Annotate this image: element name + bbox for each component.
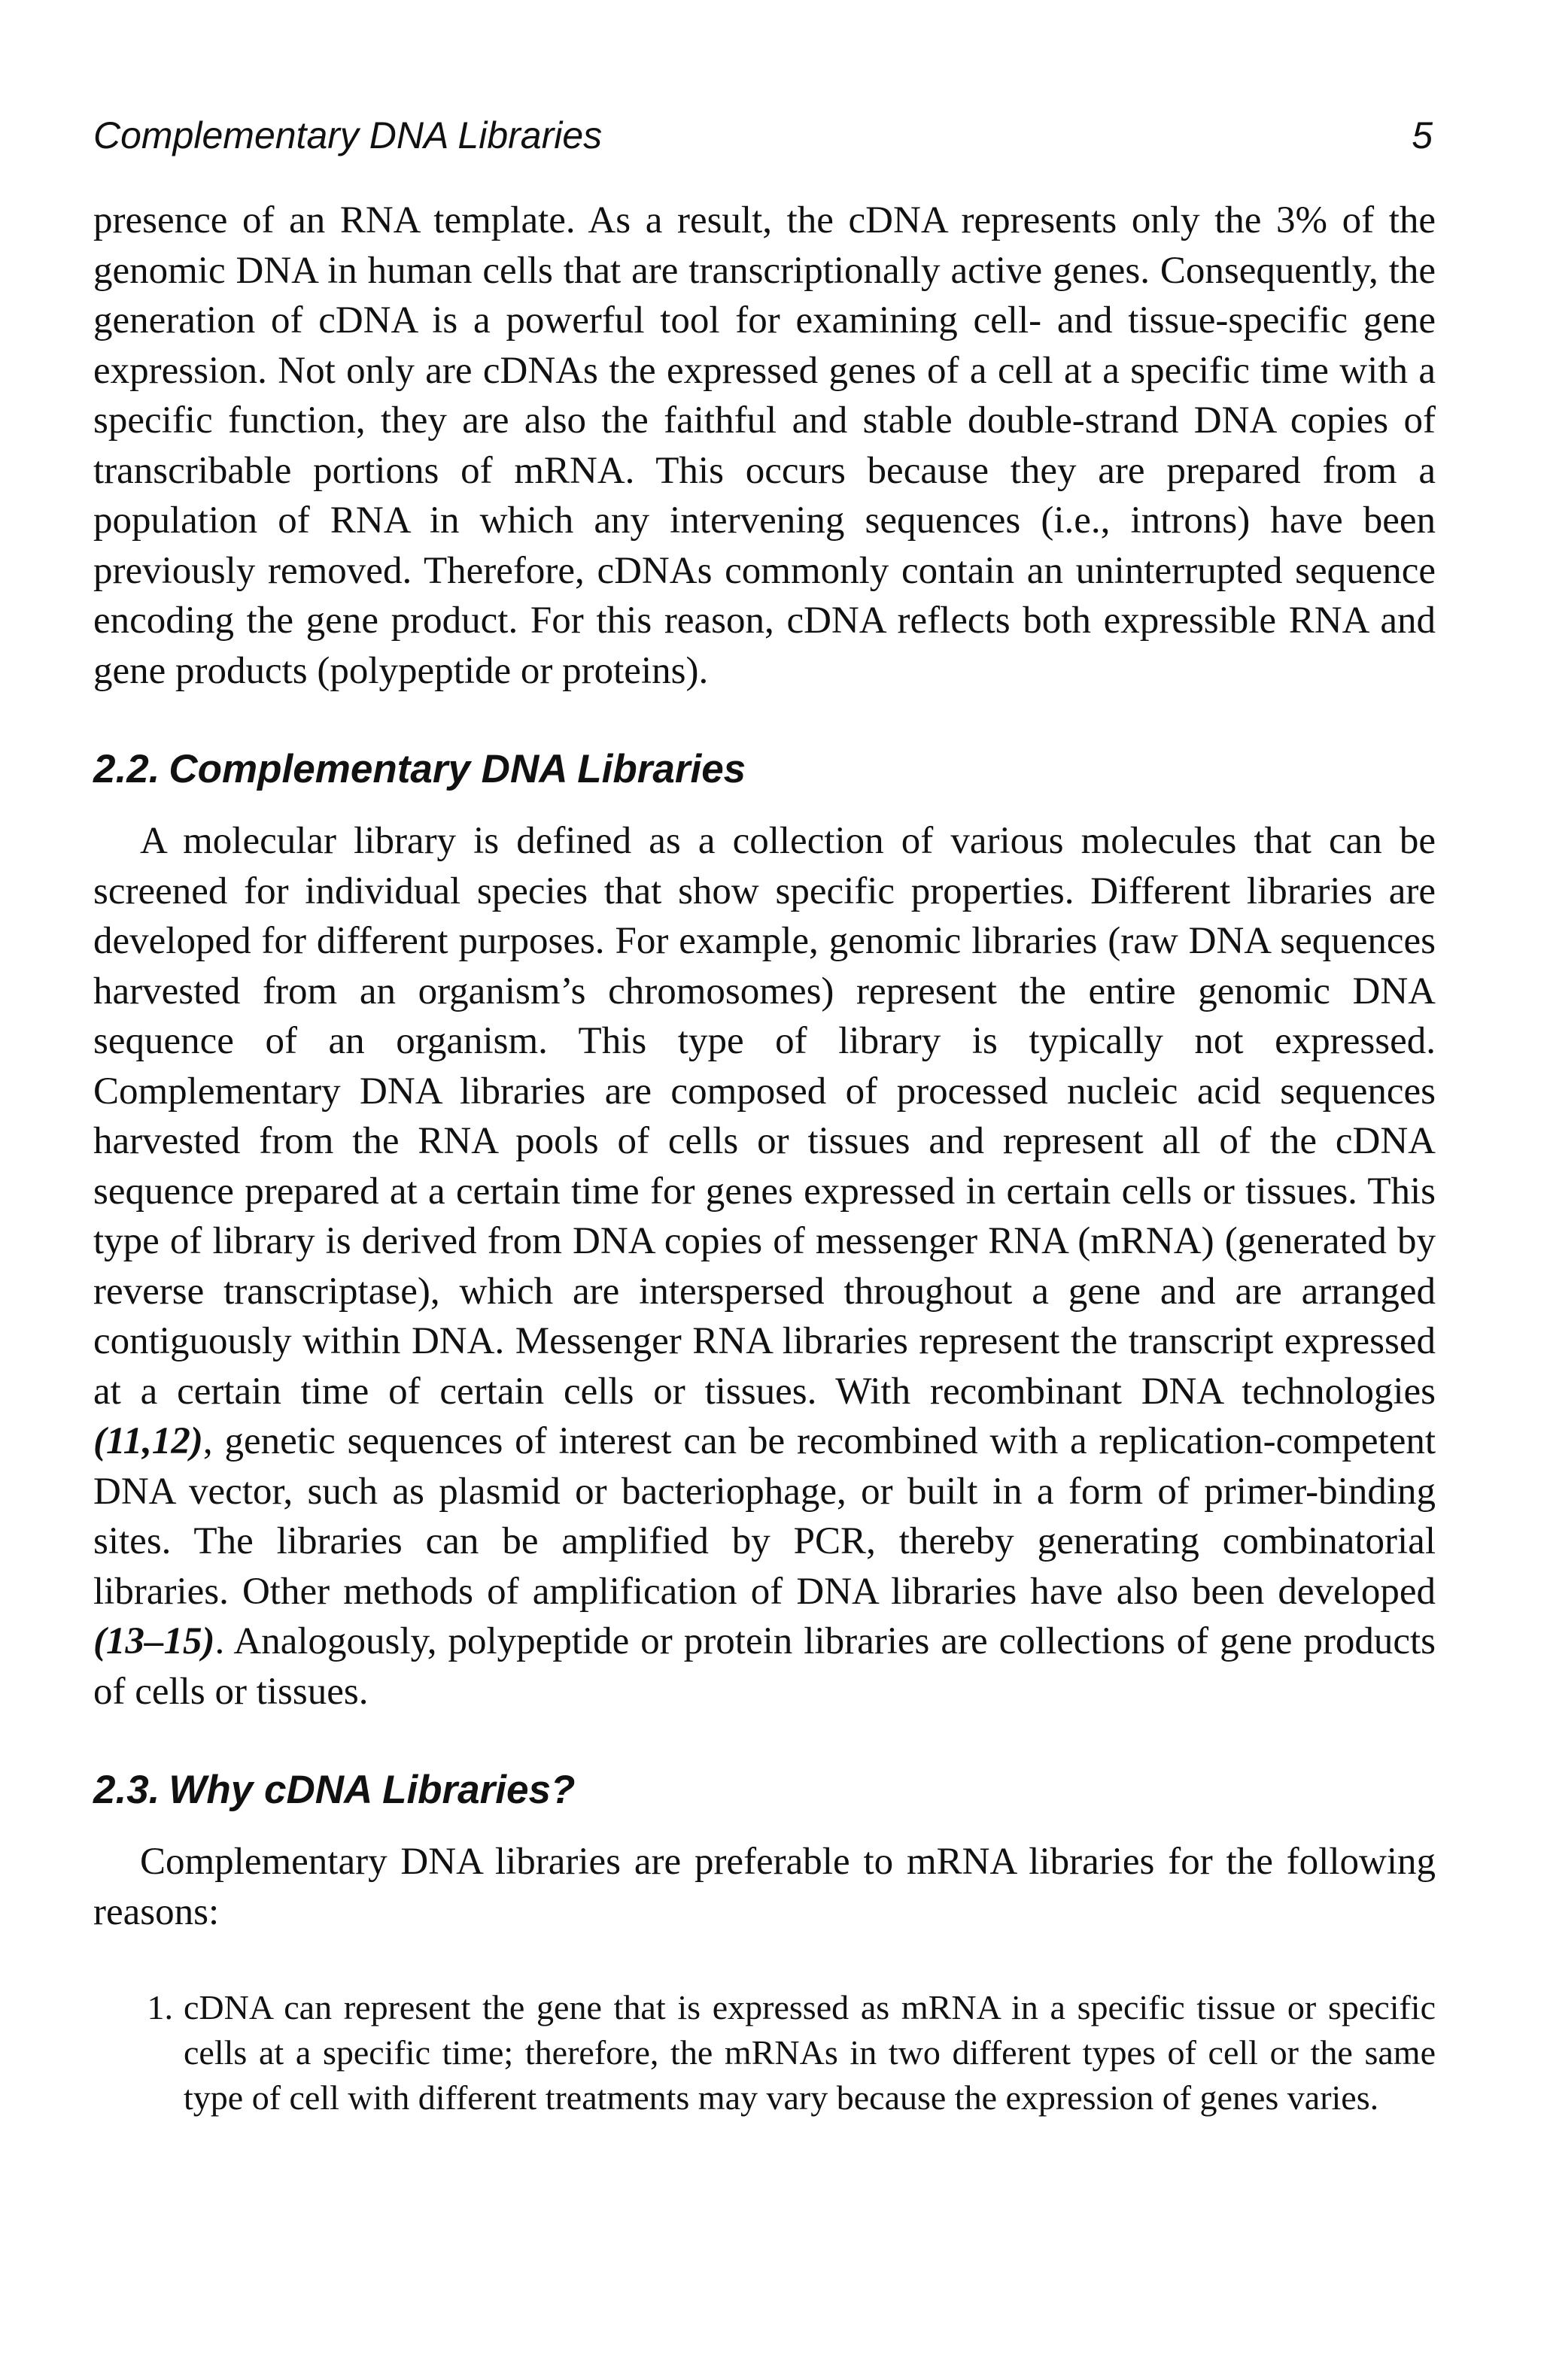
book-page [93, 113, 1436, 2120]
citation-13-15: (13–15) [93, 1620, 215, 1662]
section-2-3-intro: Complementary DNA libraries are preferable to mRNA libraries for the following reasons: [93, 1841, 1436, 1933]
section-title: Complementary DNA Libraries [169, 747, 746, 791]
reasons-list [93, 1985, 1436, 2120]
intro-paragraph: presence of an RNA template. As a result, the cDNA represents only the 3% of the genomic DNA in human cells that are transcriptionally active genes. Consequently, the generation of cDNA is a powerful tool for examining cell- and tissue-specific gene expression. Not only are cDNAs the expressed genes of a cell at a specific time with a specific function, they are also the faithful and stable double-strand DNA copies of transcribable portions of mRNA. This occurs because they are prepared from a population of RNA in which any intervening sequences (i.e., introns) have been previously removed. Therefore, cDNAs commonly contain an uninterrupted sequence encoding the gene product. For this reason, cDNA reflects both expressible RNA and gene products (polypeptide or proteins). [93, 199, 1436, 692]
citation-11-12: (11,12) [93, 1420, 203, 1462]
section-title: Why cDNA Libraries? [169, 1768, 576, 1812]
paragraph-text: A molecular library is defined as a collection of various molecules that can be screened for individual species that show specific properties. Different libraries are developed for different purposes. For example, genomic libraries (raw DNA sequences harvested from an organism’s chromosomes) represent the entire genomic DNA sequence of an organism. This type of library is typically not expressed. Complementary DNA libraries are composed of processed nucleic acid sequences harvested from the RNA pools of cells or tissues and represent all of the cDNA sequence prepared at a certain time for genes expressed in certain cells or tissues. This type of library is derived from DNA copies of messenger RNA (mRNA) (generated by reverse transcriptase), which are interspersed throughout a gene and are arranged contiguously within DNA. Messenger RNA libraries represent the transcript expressed at a certain time of certain cells or tissues. With recombinant DNA technologies [93, 820, 1436, 1413]
list-item-number: 1. [147, 1988, 173, 2026]
list-item-text: cDNA can represent the gene that is expressed as mRNA in a specific tissue or specific cells at a specific time; therefore, the mRNAs in two different types of cell or the same type of cell with different treatments may vary because the expression of genes varies. [184, 1988, 1436, 2117]
running-head [93, 113, 1436, 158]
section-heading-2-2 [93, 745, 1436, 794]
section-2-2-paragraph [93, 816, 1436, 1717]
list-item [93, 1985, 1436, 2120]
section-heading-2-3 [93, 1766, 1436, 1814]
running-head-title: Complementary DNA Libraries [93, 114, 603, 156]
section-number: 2.2. [93, 747, 160, 791]
paragraph-text: , genetic sequences of interest can be recombined with a replication-competent DNA vector, such as plasmid or bacteriophage, or built in a form of primer-binding sites. The libraries can be amplified by PCR, thereby generating combinatorial libraries. Other methods of amplification of DNA libraries have also been developed [93, 1420, 1436, 1613]
page-number: 5 [1412, 114, 1433, 156]
section-number: 2.3. [93, 1768, 160, 1812]
paragraph-text: . Analogously, polypeptide or protein libraries are collections of gene products of cells or tissues. [93, 1620, 1436, 1713]
